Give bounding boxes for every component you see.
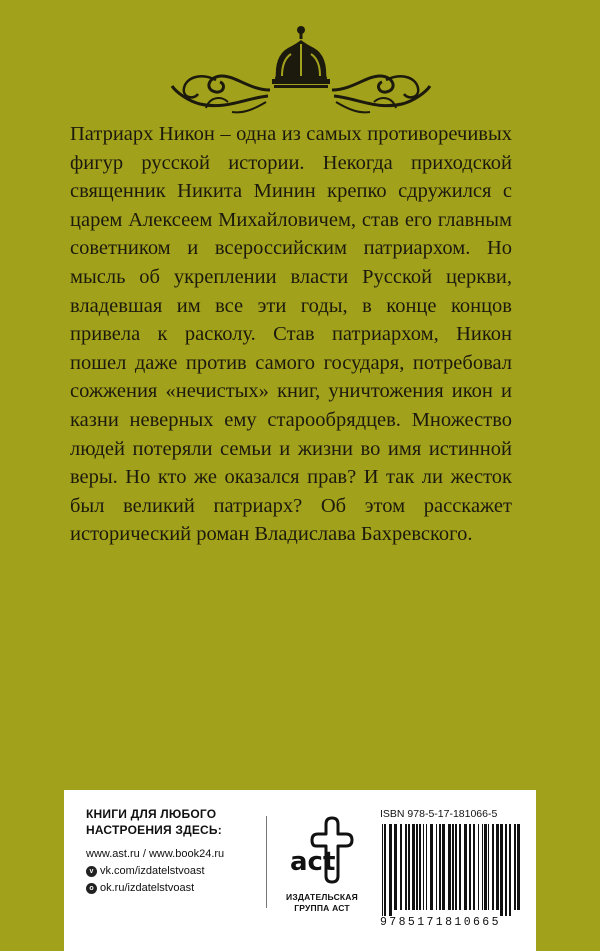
barcode-bar: [469, 824, 471, 910]
ast-logo-icon: [286, 816, 358, 888]
barcode-bar: [473, 824, 475, 910]
barcode-bar: [452, 824, 454, 910]
barcode-bar: [448, 824, 451, 910]
barcode-bar: [496, 824, 499, 910]
barcode-bar: [384, 824, 386, 916]
barcode-bar: [439, 824, 441, 910]
barcode-bar: [459, 824, 461, 910]
book-blurb: Патриарх Никон – одна из самых противоречивых фигур русской истории. Некогда приходской священник Никита Минин крепко сдружился с царем Алексеем Михайловичем, став его главным советником и всероссийским патриархом. Но мысль об укреплении власти Русской церкви, владевшая им все эти годы, в конце концов привела к расколу. Став патриархом, Никон пошел даже против самого государя, потребовал сожжения «нечистых» книг, уничтожения икон и казни неверных ему старообрядцев. Множество людей потеряли семьи и жизни во имя истинной веры. Но кто же оказался прав? И так ли жесток был великий патриарх? Об этом расскажет исторический роман Владислава Бахревского.: [70, 123, 512, 546]
barcode-bar: [484, 824, 487, 910]
barcode-bar: [455, 824, 457, 910]
footer-divider: [266, 816, 267, 908]
barcode-bar: [405, 824, 407, 910]
barcode-bar: [492, 824, 494, 910]
promo-heading: [86, 806, 261, 838]
isbn-label: ISBN 978-5-17-181066-5: [380, 808, 498, 820]
barcode-bar: [514, 824, 516, 910]
websites-link[interactable]: [86, 846, 261, 863]
barcode-bar: [505, 824, 507, 916]
barcode-bar: [482, 824, 483, 910]
barcode-bar: [478, 824, 479, 910]
vk-icon: v: [86, 866, 97, 877]
isbn-block: [380, 808, 524, 929]
barcode-bar: [394, 824, 397, 910]
vk-link[interactable]: [86, 863, 261, 880]
barcode-digits: 9785171810665: [380, 916, 501, 929]
barcode-bar: [509, 824, 511, 916]
barcode-bar: [408, 824, 410, 910]
crown-flourish-icon: [170, 18, 432, 118]
publisher-name: [276, 892, 368, 914]
ok-link[interactable]: [86, 880, 261, 897]
publisher-logo: [276, 816, 368, 914]
barcode: [380, 824, 524, 916]
barcode-bar: [442, 824, 445, 910]
barcode-bar: [488, 824, 489, 910]
barcode-bar: [382, 824, 383, 916]
barcode-bar: [400, 824, 402, 910]
barcode-bar: [436, 824, 437, 910]
promo-block: [86, 806, 261, 897]
publisher-footer: [64, 790, 536, 951]
promo-heading-line2: НАСТРОЕНИЯ ЗДЕСЬ:: [86, 823, 222, 837]
barcode-bar: [389, 824, 392, 916]
promo-heading-line1: КНИГИ ДЛЯ ЛЮБОГО: [86, 807, 217, 821]
barcode-bar: [430, 824, 433, 910]
barcode-bar: [426, 824, 427, 910]
websites-text: www.ast.ru / www.book24.ru: [86, 848, 225, 860]
barcode-bar: [423, 824, 424, 910]
vk-text: vk.com/izdatelstvoast: [100, 865, 205, 877]
barcode-bar: [517, 824, 520, 910]
barcode-bar: [500, 824, 503, 916]
barcode-bar: [416, 824, 418, 910]
ok-icon: o: [86, 883, 97, 894]
barcode-bar: [412, 824, 415, 910]
ok-text: ok.ru/izdatelstvoast: [100, 882, 195, 894]
logo-text: act: [290, 847, 336, 877]
barcode-bar: [419, 824, 421, 910]
barcode-bar: [464, 824, 467, 910]
publisher-name-line2: ГРУППА АСТ: [294, 903, 350, 913]
publisher-name-line1: ИЗДАТЕЛЬСКАЯ: [286, 892, 358, 902]
